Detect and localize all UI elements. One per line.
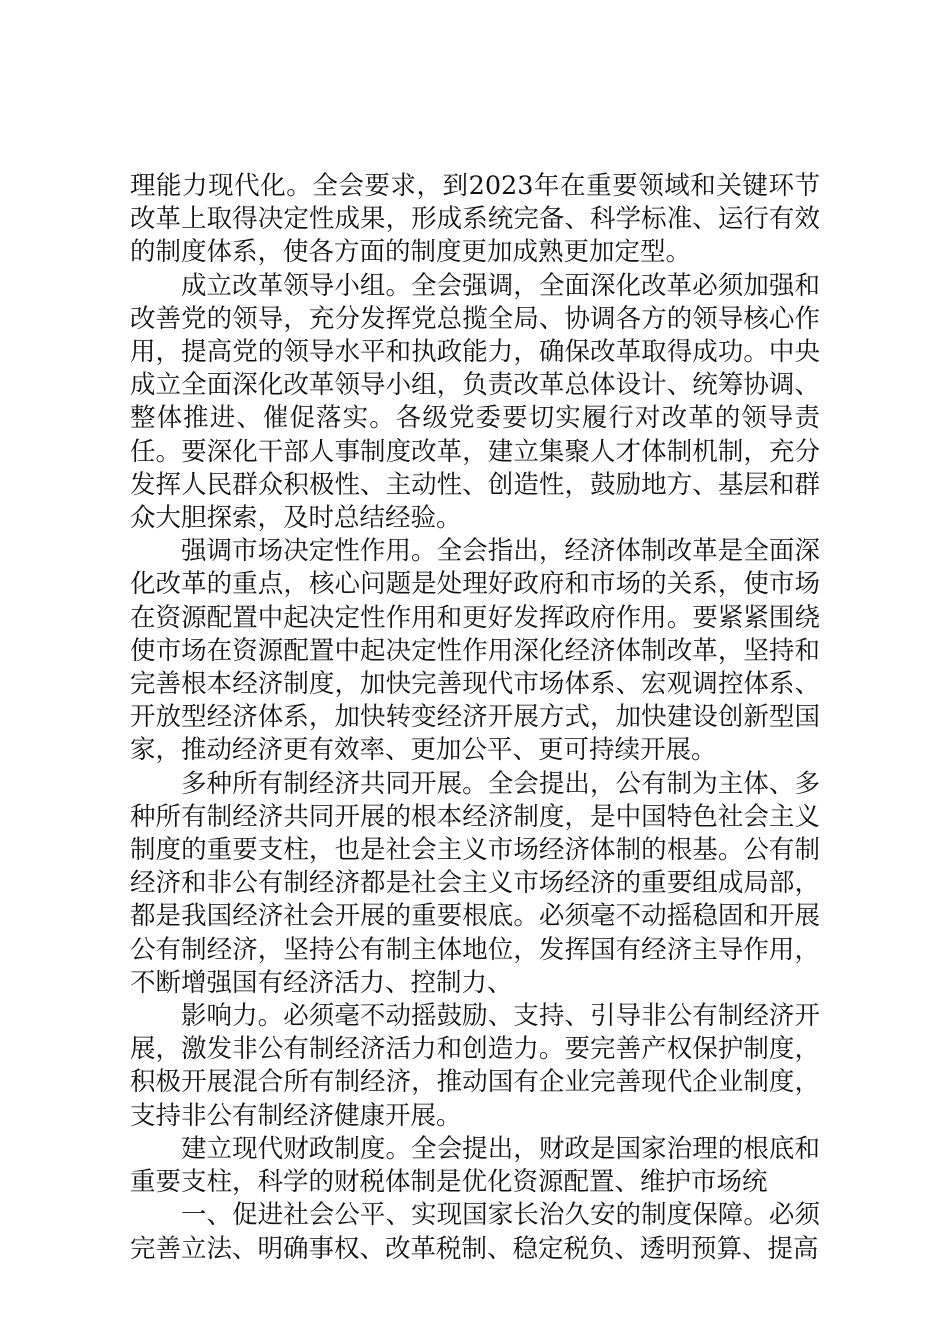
paragraph-7: 一、促进社会公平、实现国家长治久安的制度保障。必须完善立法、明确事权、改革税制、稳定税负、透明预算、提高 <box>130 1200 820 1264</box>
paragraph-3: 强调市场决定性作用。全会指出，经济体制改革是全面深化改革的重点，核心问题是处理好政府和市场的关系，使市场在资源配置中起决定性作用和更好发挥政府作用。要紧紧围绕使市场在资源配置中起决定性作用深化经济体制改革，坚持和完善根本经济制度，加快完善现代市场体系、宏观调控体系、开放型经济体系，加快转变经济开展方式，加快建设创新型国家，推动经济更有效率、更加公平、更可持续开展。 <box>130 536 820 766</box>
paragraph-2: 成立改革领导小组。全会强调，全面深化改革必须加强和改善党的领导，充分发挥党总揽全局、协调各方的领导核心作用，提高党的领导水平和执政能力，确保改革取得成功。中央成立全面深化改革领导小组，负责改革总体设计、统筹协调、整体推进、催促落实。各级党委要切实履行对改革的领导责任。要深化干部人事制度改革，建立集聚人才体制机制，充分发挥人民群众积极性、主动性、创造性，鼓励地方、基层和群众大胆探索，及时总结经验。 <box>130 270 820 534</box>
paragraph-4: 多种所有制经济共同开展。全会提出，公有制为主体、多种所有制经济共同开展的根本经济制度，是中国特色社会主义制度的重要支柱，也是社会主义市场经济体制的根基。公有制经济和非公有制经济都是社会主义市场经济的重要组成局部，都是我国经济社会开展的重要根底。必须毫不动摇稳固和开展公有制经济，坚持公有制主体地位，发挥国有经济主导作用，不断增强国有经济活力、控制力、 <box>130 768 820 998</box>
paragraph-5: 影响力。必须毫不动摇鼓励、支持、引导非公有制经济开展，激发非公有制经济活力和创造力。要完善产权保护制度，积极开展混合所有制经济，推动国有企业完善现代企业制度，支持非公有制经济健康开展。 <box>130 1001 820 1131</box>
paragraph-6: 建立现代财政制度。全会提出，财政是国家治理的根底和重要支柱，科学的财税体制是优化资源配置、维护市场统 <box>130 1133 820 1198</box>
document-page <box>130 170 820 1266</box>
paragraph-1: 理能力现代化。全会要求，到2023年在重要领域和关键环节改革上取得决定性成果，形成系统完备、科学标准、运行有效的制度体系，使各方面的制度更加成熟更加定型。 <box>130 171 820 268</box>
